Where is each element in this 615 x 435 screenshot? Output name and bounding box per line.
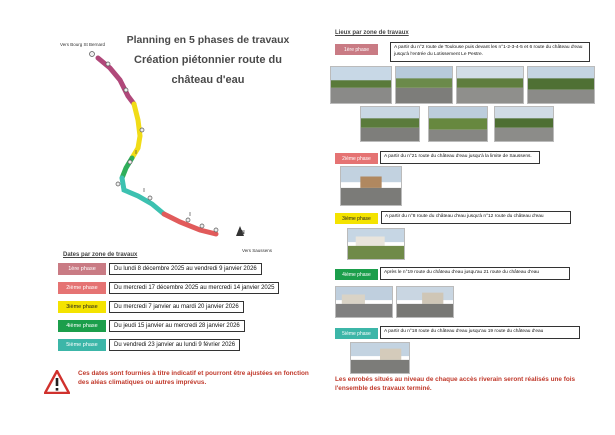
footer-note: Les enrobés situés au niveau de chaque accès riverain seront réalisés une fois l'ensemble des travaux terminé. <box>335 376 576 392</box>
zone-2-photo-1 <box>340 166 402 206</box>
zone-1-photo-7 <box>494 106 554 142</box>
zone-1-photo-4 <box>527 66 595 104</box>
zone-text-phase-5: A partir du n°18 route du château d'eau jusqu'au 19 route du château d'eau <box>380 326 580 339</box>
route-map-drawing <box>40 38 290 256</box>
title-line-3: château d'eau <box>171 74 245 86</box>
warning-text: Ces dates sont fournies à titre indicatif et pourront être ajustées en fonction des aléas climatiques ou autres imprévus. <box>78 370 309 386</box>
title-line-1: Planning en 5 phases de travaux <box>126 34 290 46</box>
date-row-phase-1 <box>58 263 262 275</box>
zone-4-photo-1 <box>335 286 393 318</box>
zone-badge-phase-4: 4ième phase <box>335 269 378 280</box>
route-segment-phase-5 <box>122 178 164 214</box>
phase-badge: 2ième phase <box>58 282 106 294</box>
zone-1-photo-5 <box>360 106 420 142</box>
zone-text-phase-4: Après le n°19 route du château d'eau jusqu'au 21 route du château d'eau <box>380 267 570 280</box>
dates-title: Dates par zone de travaux <box>63 252 138 258</box>
date-row-phase-3 <box>58 301 244 313</box>
route-segment-phase-2 <box>164 214 216 234</box>
zone-badge-phase-5: 5ième phase <box>335 328 378 339</box>
phase-dates: Du mercredi 7 janvier au mardi 20 janvier 2026 <box>109 301 244 313</box>
zone-4-photo-2 <box>396 286 454 318</box>
title-line-2: Création piétonnier route du <box>134 54 282 66</box>
zone-1-photo-6 <box>428 106 488 142</box>
zone-badge-phase-3: 3ième phase <box>335 213 378 224</box>
zone-3-photo-1 <box>347 228 405 260</box>
map-label-north: Vers Bourg St Bernard <box>60 42 106 47</box>
zone-text-phase-2: A partir du n°21 route du château d'eau jusqu'à la limite de Saussens. <box>380 151 540 164</box>
map-label-south: Vers Saussens <box>242 248 273 253</box>
phase-badge: 3ième phase <box>58 301 106 313</box>
zone-badge-phase-1: 1ère phase <box>335 44 378 55</box>
zone-text-phase-3: A partir du n°8 route du château d'eau jusqu'à n°12 route du château d'eau <box>381 211 571 224</box>
zone-1-photo-1 <box>330 66 392 104</box>
phase-dates: Du vendredi 23 janvier au lundi 9 février 2026 <box>109 339 240 351</box>
phase-dates: Du mercredi 17 décembre 2025 au mercredi 14 janvier 2025 <box>109 282 279 294</box>
warning-icon <box>44 370 70 394</box>
zone-badge-phase-2: 2ième phase <box>335 153 378 164</box>
zone-5-photo-1 <box>350 342 410 374</box>
date-row-phase-2 <box>58 282 279 294</box>
phase-badge: 5ième phase <box>58 339 106 351</box>
date-row-phase-4 <box>58 320 245 332</box>
zone-1-photo-3 <box>456 66 524 104</box>
direction-arrows <box>136 150 190 216</box>
zones-title: Lieux par zone de travaux <box>335 30 409 36</box>
date-row-phase-5 <box>58 339 240 351</box>
phase-badge: 1ère phase <box>58 263 106 275</box>
route-map <box>40 38 290 256</box>
route-segment-phase-1 <box>98 58 134 104</box>
phase-dates: Du jeudi 15 janvier au mercredi 28 janvier 2026 <box>109 320 245 332</box>
route-segment-phase-3 <box>132 104 140 158</box>
north-arrow-label: N <box>241 230 245 236</box>
phase-badge: 4ième phase <box>58 320 106 332</box>
zone-text-phase-1: A partir du n°2 route de Toulouse puis devant les n°1-2-3-4-5 et 6 route du château d'eau jusqu'à l'entrée du Lotissement Le Pestre. <box>390 42 590 62</box>
zone-1-photo-2 <box>395 66 453 104</box>
phase-dates: Du lundi 8 décembre 2025 au vendredi 9 janvier 2026 <box>109 263 262 275</box>
